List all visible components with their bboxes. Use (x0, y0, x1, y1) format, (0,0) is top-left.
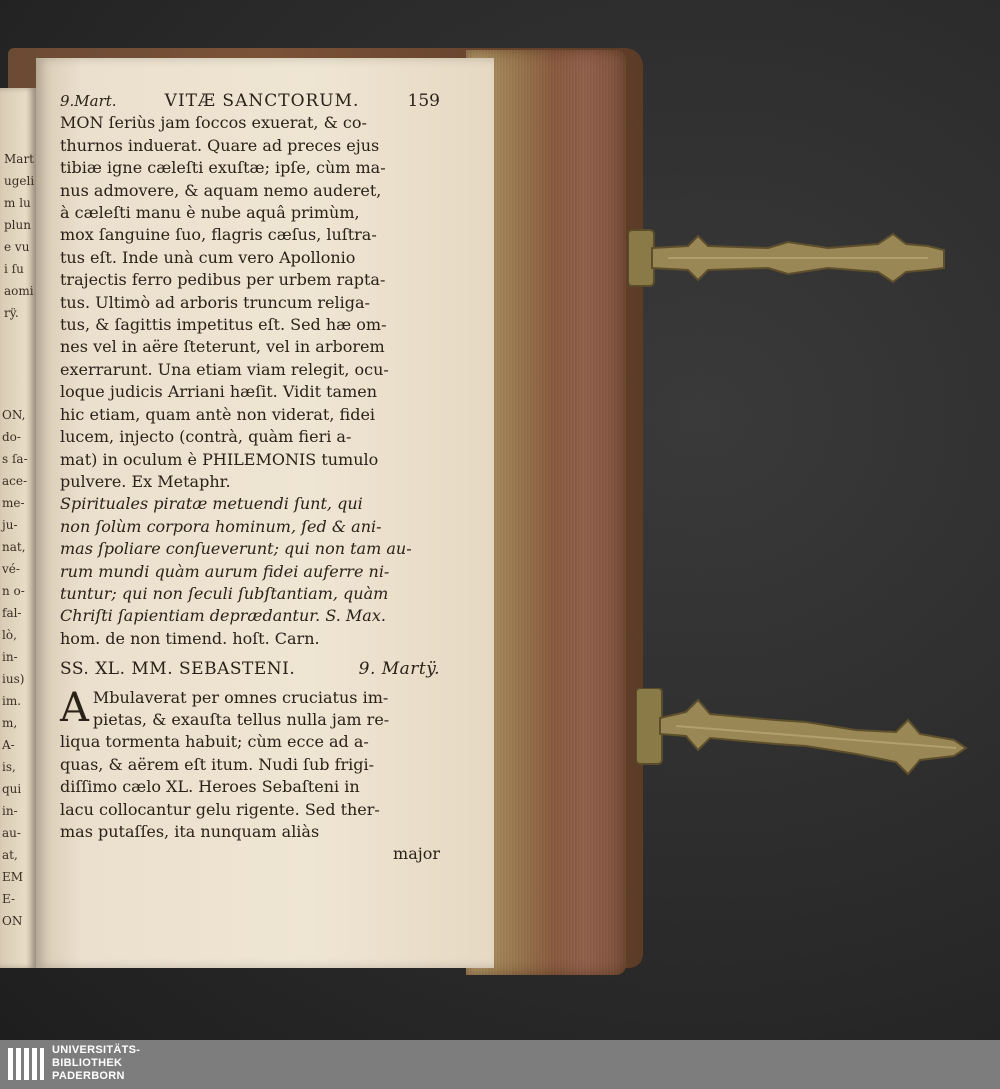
left-margin-fragment: aomi (4, 284, 34, 298)
left-margin-fragment: vé- (2, 562, 20, 576)
text-line: pulvere. Ex Metaphr. (60, 471, 231, 491)
left-margin-fragment: at, (2, 848, 18, 862)
paragraph-2 (60, 684, 440, 844)
drop-capital: A (60, 684, 89, 731)
left-margin-fragment: qui (2, 782, 22, 796)
left-margin-fragment: m, (2, 716, 18, 730)
section-date: 9. Martÿ. (358, 659, 440, 680)
running-head-title: VITÆ SANCTORUM. (164, 91, 360, 111)
text-line: hic etiam, quam antè non viderat, fidei (60, 404, 376, 424)
quote-line: tuntur; qui non ſeculi ſubſtantiam, quàm (60, 583, 389, 603)
left-margin-fragment: ace- (2, 474, 28, 488)
left-margin-fragment: ju- (2, 518, 18, 532)
left-margin-fragment: ugeli (4, 174, 35, 188)
text-line: tus, & ſagittis impetitus eſt. Sed hæ om- (60, 315, 387, 335)
text-line: liqua tormenta habuit; cùm ecce ad a- (60, 732, 369, 752)
quote-line: Chriſti ſapientiam deprædantur. S. Max. (60, 606, 386, 626)
left-margin-fragment: rÿ. (4, 306, 19, 320)
left-margin-fragment: m lu (4, 196, 31, 210)
left-margin-fragment: n o- (2, 584, 25, 598)
left-margin-fragment: ON (2, 914, 23, 928)
left-margin-bottom (2, 404, 28, 932)
left-margin-fragment: lò, (2, 628, 17, 642)
text-line: loque judicis Arriani hæſit. Vidit tamen (60, 382, 378, 402)
left-margin-fragment: Mart (4, 152, 34, 166)
text-line: mox ſanguine ſuo, flagris cæſus, luſtra- (60, 225, 377, 245)
left-page-edge (0, 88, 36, 968)
left-margin-fragment: ON, (2, 408, 26, 422)
quote-line: mas ſpoliare conſueverunt; qui non tam au- (60, 539, 412, 559)
page-text (60, 90, 440, 866)
text-line: nes vel in aëre ſteterunt, vel in arborem (60, 337, 385, 357)
left-margin-fragment: e vu (4, 240, 30, 254)
left-margin-fragment: fal- (2, 606, 22, 620)
text-line: pietas, & exauſta tellus nulla jam re- (92, 709, 390, 729)
quote-line: hom. de non timend. hoſt. Carn. (60, 628, 320, 648)
left-margin-fragment: is, (2, 760, 16, 774)
text-line: tus. Ultimò ad arboris truncum religa- (60, 292, 370, 312)
text-line: lucem, injecto (contrà, quàm fieri a- (60, 427, 352, 447)
text-line: mat) in oculum è PHILEMONIS tumulo (60, 449, 379, 469)
section-title: SS. XL. MM. SEBASTENI. (60, 659, 296, 680)
left-margin-fragment: me- (2, 496, 25, 510)
left-margin-fragment: im. (2, 694, 22, 708)
left-margin-fragment: in- (2, 650, 18, 664)
text-line: nus admovere, & aquam nemo auderet, (60, 180, 382, 200)
text-line: tus eſt. Inde unà cum vero Apollonio (60, 247, 356, 267)
text-line: trajectis ferro pedibus per urbem rapta- (60, 270, 386, 290)
quotation (60, 493, 440, 650)
left-margin-fragment: ius) (2, 672, 25, 686)
text-line: lacu collocantur gelu rigente. Sed ther- (60, 799, 380, 819)
catchword: major (393, 844, 440, 864)
left-margin-fragment: nat, (2, 540, 26, 554)
paragraph-1 (60, 112, 440, 493)
left-margin-fragment: A- (2, 738, 15, 752)
left-margin-top (4, 148, 34, 324)
library-logo-icon (6, 1044, 46, 1084)
quote-line: non ſolùm corpora hominum, ſed & ani- (60, 516, 382, 536)
page-number: 159 (407, 91, 440, 111)
text-line: thurnos induerat. Quare ad preces ejus (60, 135, 380, 155)
text-line: à cæleſti manu è nube aquâ primùm, (60, 203, 360, 223)
library-name-line1: UNIVERSITÄTS- (52, 1044, 141, 1056)
text-line: quas, & aërem eſt itum. Nudi ſub frigi- (60, 754, 375, 774)
left-margin-fragment: EM (2, 870, 24, 884)
left-margin-fragment: s ſa- (2, 452, 28, 466)
left-margin-fragment: plun (4, 218, 31, 232)
footer-bar (0, 1040, 1000, 1089)
library-name-line2: BIBLIOTHEK (52, 1057, 123, 1069)
left-margin-fragment: au- (2, 826, 21, 840)
left-margin-fragment: i ſu (4, 262, 24, 276)
text-line: MON ſeriùs jam ſoccos exuerat, & co- (60, 113, 367, 133)
quote-line: rum mundi quàm aurum fidei auferre ni- (60, 561, 390, 581)
library-name-line3: PADERBORN (52, 1070, 125, 1082)
text-line: diſſimo cælo XL. Heroes Sebaſteni in (60, 777, 360, 797)
book-clasp-upper (628, 228, 950, 274)
section-heading (60, 658, 440, 680)
left-margin-fragment: E- (2, 892, 16, 906)
running-head (60, 90, 440, 112)
text-line: Mbulaverat per omnes cruciatus im- (92, 687, 389, 707)
text-line: mas putaſſes, ita nunquam aliàs (60, 822, 320, 841)
library-name (52, 1044, 140, 1083)
book-clasp-lower (636, 688, 970, 734)
text-line: tibiæ igne cæleſti exuſtæ; ipſe, cùm ma- (60, 158, 386, 178)
left-margin-fragment: in- (2, 804, 18, 818)
quote-line: Spirituales piratæ metuendi ſunt, qui (60, 494, 363, 514)
text-line: exerrarunt. Una etiam viam relegit, ocu- (60, 359, 389, 379)
left-margin-fragment: do- (2, 430, 21, 444)
running-head-date: 9.Mart. (60, 92, 117, 110)
